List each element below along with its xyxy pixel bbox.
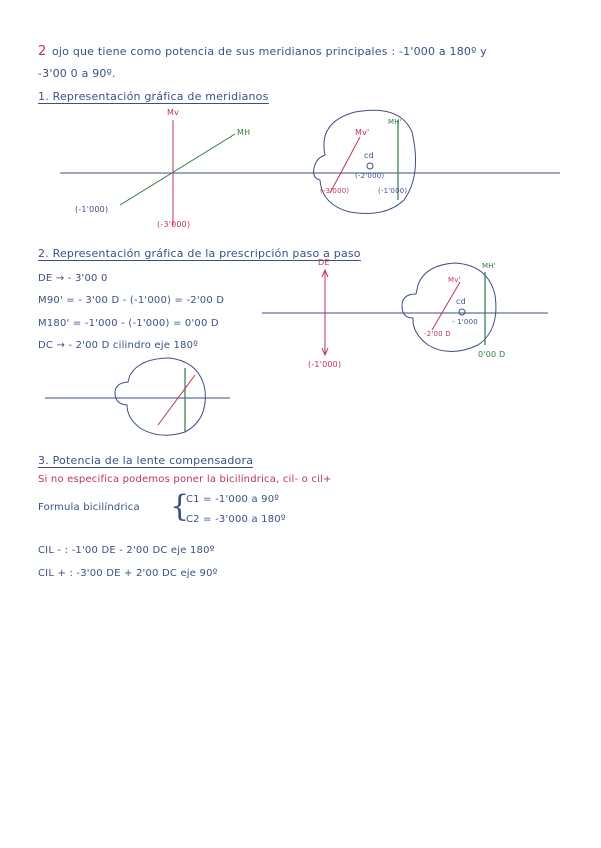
label-de: DE <box>318 258 330 267</box>
section3-note: Si no especifica podemos poner la bicilíndrica, cil- o cil+ <box>38 474 332 485</box>
label-eye-mh: MH' <box>388 118 402 126</box>
label-eye2-mv: Mv' <box>448 276 461 284</box>
result-line-2: CIL + : -3'00 DE + 2'00 DC eje 90º <box>38 568 218 579</box>
label-de-value: (-1'000) <box>308 360 342 369</box>
step-line-1: DE → - 3'00 0 <box>38 273 108 284</box>
formula-line-2: C2 = -3'000 a 180º <box>186 514 286 525</box>
formula-label: Formula bicilíndrica <box>38 502 140 513</box>
problem-number: 2 <box>38 44 47 59</box>
label-eye-left-value: (-3'000) <box>320 187 350 195</box>
label-mh: MH <box>237 128 251 137</box>
label-cd-value-2: - 1'000 <box>452 318 478 326</box>
label-eye2-left-value: -2'00 D <box>424 330 451 338</box>
label-bottom-value: (-3'000) <box>157 220 191 229</box>
eye-outline-3 <box>115 358 205 435</box>
formula-brace: { <box>170 489 190 524</box>
formula-line-1: C1 = -1'000 a 90º <box>186 494 280 505</box>
label-eye-right-value: (-1'000) <box>378 187 408 195</box>
label-eye-mv: Mv' <box>355 128 370 137</box>
label-cd-value: (-2'000) <box>355 172 385 180</box>
label-mv: Mv <box>167 108 180 117</box>
eye3-oblique <box>158 375 195 425</box>
section2-title: 2. Representación gráfica de la prescripción paso a paso <box>38 247 361 260</box>
problem-statement-line2: -3'00 0 a 90º. <box>38 67 116 80</box>
label-left-value: (-1'000) <box>75 205 109 214</box>
result-line-1: CIL - : -1'00 DE - 2'00 DC eje 180º <box>38 545 215 556</box>
section1-title: 1. Representación gráfica de meridianos <box>38 90 269 103</box>
problem-statement-line1: ojo que tiene como potencia de sus meridianos principales : -1'000 a 180º y <box>52 45 487 58</box>
label-eye2-right-value: 0'00 D <box>478 350 506 359</box>
step-line-4: DC → - 2'00 D cilindro eje 180º <box>38 340 199 351</box>
section3-title: 3. Potencia de la lente compensadora <box>38 454 254 467</box>
step-line-2: M90' = - 3'00 D - (-1'000) = -2'00 D <box>38 295 225 306</box>
optical-center-2 <box>459 309 465 315</box>
step-line-3: M180' = -1'000 - (-1'000) = 0'00 D <box>38 318 219 329</box>
label-cd-2: cd <box>456 297 466 306</box>
label-eye2-mh: MH' <box>482 262 496 270</box>
label-cd: cd <box>364 151 374 160</box>
